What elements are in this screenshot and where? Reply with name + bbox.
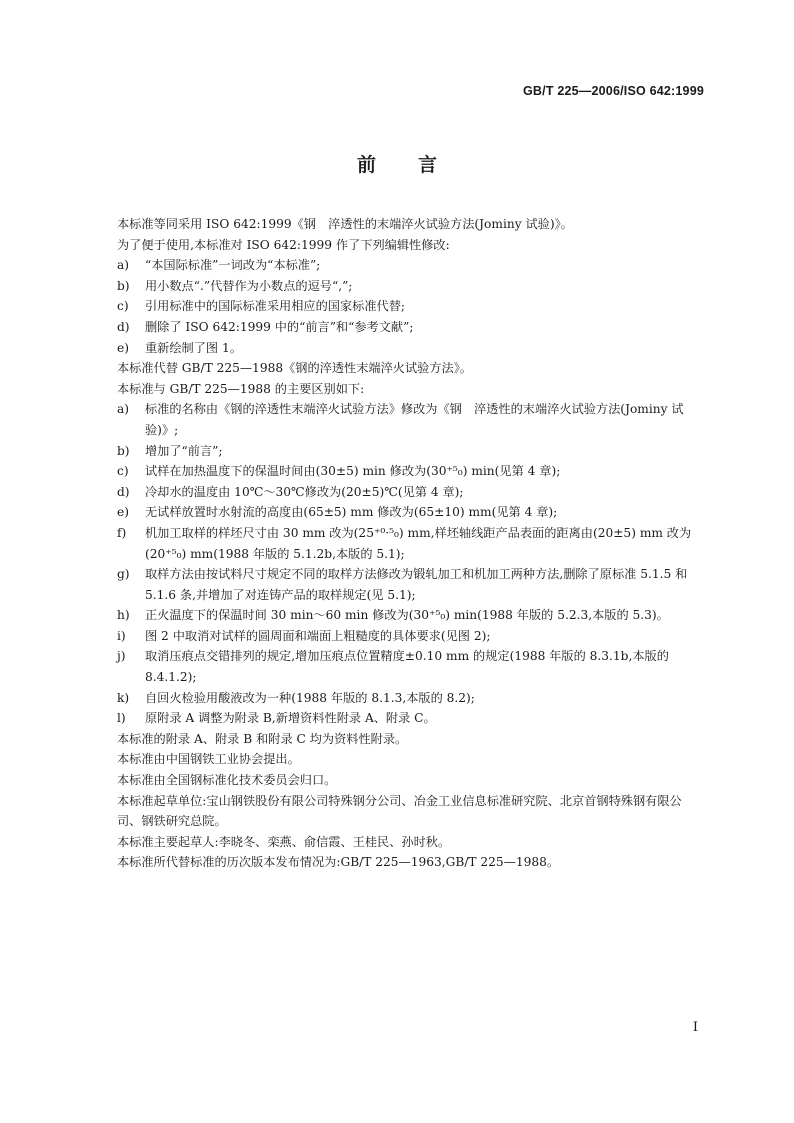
list-marker: l): [117, 711, 126, 726]
list-item-text: 原附录 A 调整为附录 B,新增资料性附录 A、附录 C。: [145, 711, 436, 726]
list-item: [117, 688, 703, 709]
list-item: [117, 399, 703, 440]
paragraph-drafting-units: 本标准起草单位:宝山钢铁股份有限公司特殊钢分公司、冶金工业信息标准研究院、北京首钢特殊钢有限公司、钢铁研究总院。: [117, 793, 682, 829]
editorial-changes-list: [117, 255, 703, 358]
list-marker: g): [117, 567, 130, 582]
list-item-text: 冷却水的温度由 10℃～30℃修改为(20±5)℃(见第 4 章);: [145, 484, 464, 499]
list-item: [117, 626, 703, 647]
list-item-text: 正火温度下的保温时间 30 min～60 min 修改为(30⁺⁵₀) min(1988 年版的 5.2.3,本版的 5.3)。: [145, 608, 669, 623]
list-marker: h): [117, 608, 130, 623]
list-item-text: 机加工取样的样坯尺寸由 30 mm 改为(25⁺⁰·⁵₀) mm,样坯轴线距产品表面的距离由(20±5) mm 改为(20⁺⁵₀) mm(1988 年版的 5.1.2b,本版的 5.1);: [145, 525, 692, 561]
list-item-text: 删除了 ISO 642:1999 中的“前言”和“参考文献”;: [145, 319, 414, 334]
list-item-text: 自回火检验用酸液改为一种(1988 年版的 8.1.3,本版的 8.2);: [145, 690, 475, 705]
page-title: [0, 150, 794, 177]
paragraph-edit-intro: 为了便于使用,本标准对 ISO 642:1999 作了下列编辑性修改:: [117, 237, 450, 252]
list-item-text: 标准的名称由《钢的淬透性末端淬火试验方法》修改为《钢 淬透性的末端淬火试验方法(Jominy 试验)》;: [145, 402, 684, 437]
list-item: [117, 317, 703, 338]
list-item: [117, 338, 703, 359]
main-differences-list: [117, 399, 703, 729]
list-item: [117, 461, 703, 482]
list-item-text: 增加了“前言”;: [145, 443, 223, 458]
title-char-1: 前: [356, 154, 376, 176]
list-item-text: 引用标准中的国际标准采用相应的国家标准代替;: [145, 299, 406, 314]
standard-number: GB/T 225—2006/ISO 642:1999: [523, 84, 704, 98]
title-char-2: 言: [418, 154, 438, 176]
paragraph-proposed-by: 本标准由中国钢铁工业协会提出。: [117, 752, 300, 767]
paragraph-diff-intro: 本标准与 GB/T 225—1988 的主要区别如下:: [117, 381, 365, 396]
list-item: [117, 482, 703, 503]
list-item-text: 取消压痕点交错排列的规定,增加压痕点位置精度±0.10 mm 的规定(1988 年版的 8.3.1b,本版的 8.4.1.2);: [145, 649, 669, 685]
list-item: [117, 255, 703, 276]
list-item: [117, 646, 703, 687]
list-item: [117, 523, 703, 564]
list-item-text: 用小数点“.”代替作为小数点的逗号“,”;: [145, 278, 353, 293]
list-marker: b): [117, 443, 130, 458]
paragraph-history: 本标准所代替标准的历次版本发布情况为:GB/T 225—1963,GB/T 225—1988。: [117, 855, 560, 870]
paragraph-annexes: 本标准的附录 A、附录 B 和附录 C 均为资料性附录。: [117, 731, 408, 746]
list-item: [117, 296, 703, 317]
list-item-text: “本国际标准”一词改为“本标准”;: [145, 258, 321, 273]
list-item: [117, 441, 703, 462]
list-marker: i): [117, 628, 126, 643]
paragraph-centralized-by: 本标准由全国钢标准化技术委员会归口。: [117, 773, 337, 788]
paragraph-replaces: 本标准代替 GB/T 225—1988《钢的淬透性末端淬火试验方法》。: [117, 361, 472, 376]
list-item-text: 重新绘制了图 1。: [145, 340, 242, 355]
list-item-text: 试样在加热温度下的保温时间由(30±5) min 修改为(30⁺⁵₀) min(见第 4 章);: [145, 464, 561, 479]
list-marker: c): [117, 299, 129, 314]
list-item: [117, 502, 703, 523]
list-item-text: 取样方法由按试料尺寸规定不同的取样方法修改为锻轧加工和机加工两种方法,删除了原标准 5.1.5 和 5.1.6 条,并增加了对连铸产品的取样规定(见 5.1);: [145, 567, 688, 602]
list-marker: e): [117, 505, 129, 520]
list-item: [117, 605, 703, 626]
list-marker: d): [117, 319, 130, 334]
list-marker: d): [117, 484, 130, 499]
list-marker: c): [117, 464, 129, 479]
list-marker: b): [117, 278, 130, 293]
list-marker: e): [117, 340, 129, 355]
paragraph-drafters: 本标准主要起草人:李晓冬、栾燕、俞信霞、王桂民、孙时秋。: [117, 834, 451, 849]
list-item: [117, 708, 703, 729]
list-item: [117, 564, 703, 605]
list-item-text: 图 2 中取消对试样的圆周面和端面上粗糙度的具体要求(见图 2);: [145, 628, 491, 643]
list-marker: k): [117, 690, 130, 705]
page-number: I: [692, 1020, 698, 1035]
list-item-text: 无试样放置时水射流的高度由(65±5) mm 修改为(65±10) mm(见第 4 章);: [145, 505, 558, 520]
list-marker: j): [117, 649, 126, 664]
list-marker: a): [117, 402, 130, 417]
paragraph-adoption: 本标准等同采用 ISO 642:1999《钢 淬透性的末端淬火试验方法(Jominy 试验)》。: [117, 217, 573, 231]
foreword-body: [117, 214, 703, 873]
list-marker: a): [117, 258, 130, 273]
list-item: [117, 276, 703, 297]
list-marker: f): [117, 525, 127, 540]
